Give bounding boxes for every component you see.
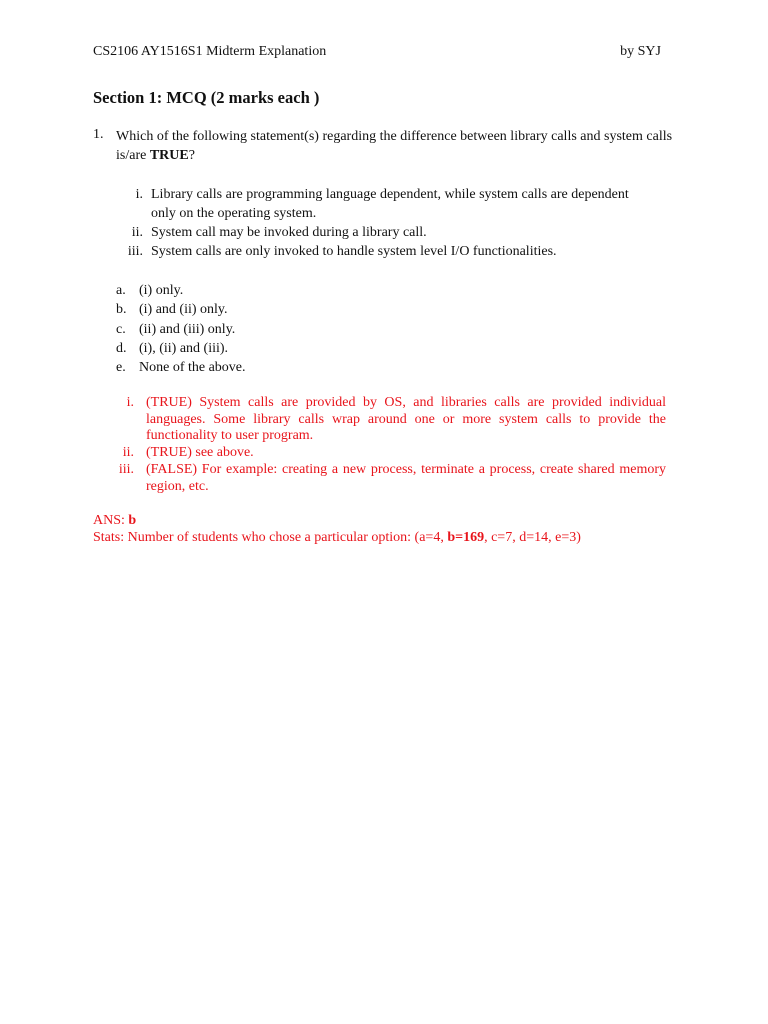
- stats-line: [93, 529, 581, 547]
- answer-line: [93, 512, 136, 530]
- stats-highlight: b=169: [447, 530, 485, 545]
- option-letter: e.: [116, 360, 126, 375]
- question-text-bold: TRUE: [149, 148, 189, 163]
- option-letter: b.: [116, 302, 127, 317]
- page-header: [93, 44, 661, 62]
- statement-text: System call may be invoked during a library call.: [151, 225, 427, 240]
- statement-number: i.: [135, 187, 143, 202]
- question-number: 1.: [93, 127, 104, 142]
- option-text: None of the above.: [139, 360, 246, 375]
- option-letter: d.: [116, 341, 127, 356]
- header-title: CS2106 AY1516S1 Midterm Explanation: [93, 44, 327, 59]
- explanation-text: (TRUE) System calls are provided by OS, and libraries calls are provided individual languages. Some library calls wrap around one or more system calls to provide the functionality to user program.: [146, 395, 666, 443]
- question-text: [116, 127, 676, 165]
- option-text: (ii) and (iii) only.: [139, 322, 236, 337]
- answer-value: b: [128, 513, 137, 528]
- option-text: (i), (ii) and (iii).: [139, 341, 229, 356]
- option-text: (i) and (ii) only.: [139, 302, 228, 317]
- statement-number: iii.: [127, 244, 143, 259]
- answer-label: ANS:: [93, 513, 129, 528]
- statement-text: Library calls are programming language dependent, while system calls are dependent only on the operating system.: [151, 187, 629, 221]
- question-text-after: ?: [188, 148, 195, 163]
- explanation-text: (FALSE) For example: creating a new process, terminate a process, create shared memory region, etc.: [146, 462, 666, 494]
- stats-prefix: Stats: Number of students who chose a particular option: (a=4,: [93, 530, 448, 545]
- option-text: (i) only.: [139, 283, 184, 298]
- option-letter: c.: [116, 322, 126, 337]
- statement-number: ii.: [131, 225, 143, 240]
- section-title: Section 1: MCQ (2 marks each ): [93, 88, 320, 107]
- option-letter: a.: [116, 283, 126, 298]
- stats-suffix: , c=7, d=14, e=3): [484, 530, 581, 545]
- explanation-number: ii.: [122, 445, 134, 460]
- question-text-before: Which of the following statement(s) regarding the difference between library calls and system calls is/are: [116, 129, 673, 163]
- explanation-number: i.: [126, 395, 134, 410]
- statement-text: System calls are only invoked to handle system level I/O functionalities.: [151, 244, 557, 259]
- explanation-number: iii.: [118, 462, 134, 477]
- header-author: by SYJ: [620, 44, 661, 59]
- explanation-text: (TRUE) see above.: [146, 445, 254, 460]
